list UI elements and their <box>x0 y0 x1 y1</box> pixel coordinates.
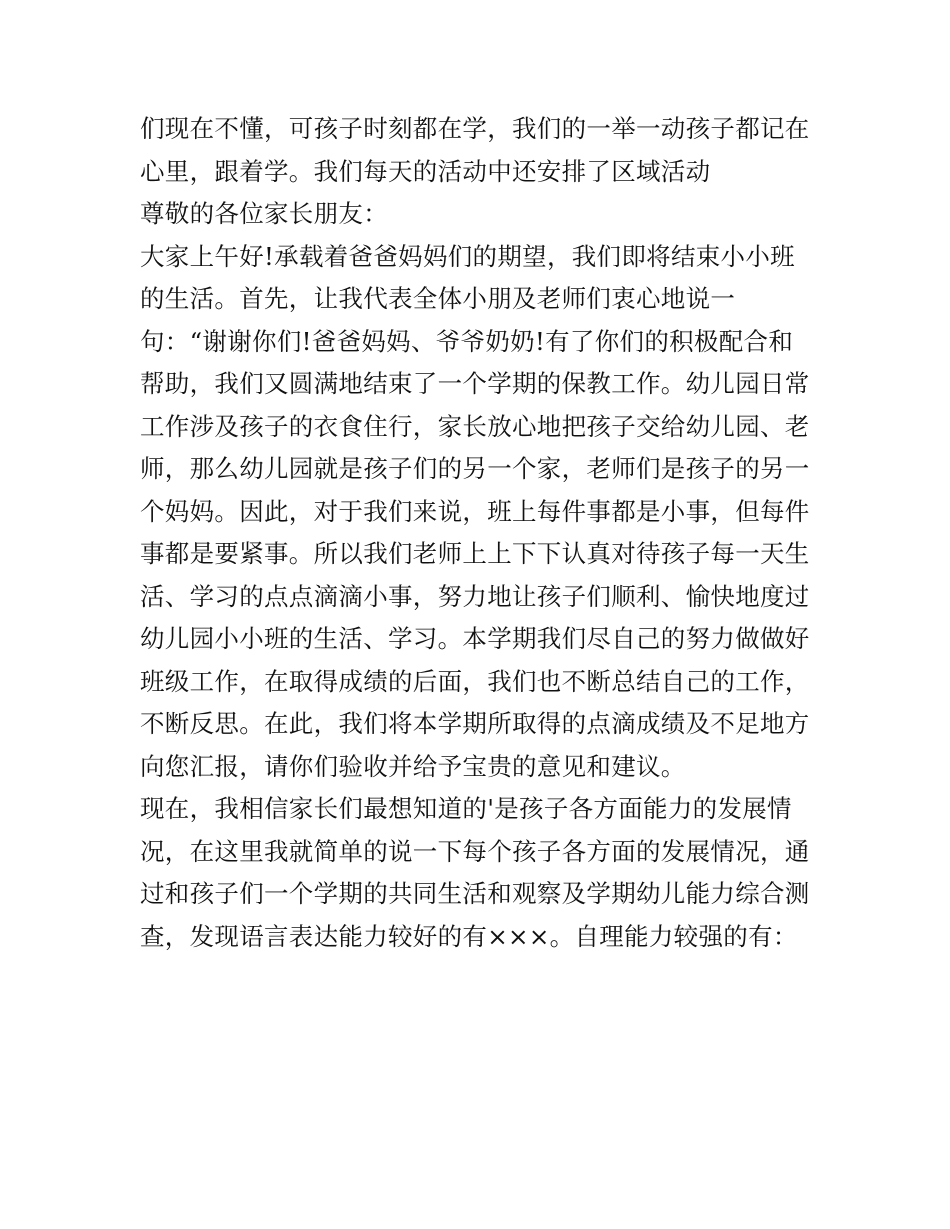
document-body <box>140 108 820 958</box>
text-line: 们现在不懂，可孩子时刻都在学，我们的一举一动孩子都记在 <box>140 114 810 143</box>
text-line: 查，发现语言表达能力较好的有×××。自理能力较强的有： <box>140 921 798 951</box>
text-line: 向您汇报，请你们验收并给予宝贵的意见和建议。 <box>140 751 686 781</box>
text-line: 个妈妈。因此，对于我们来说，班上每件事都是小事，但每件 <box>140 496 810 526</box>
text-line: 尊敬的各位家长朋友： <box>140 199 388 228</box>
text-line: 活、学习的点点滴滴小事，努力地让孩子们顺利、愉快地度过 <box>140 581 810 611</box>
text-line: 事都是要紧事。所以我们老师上上下下认真对待孩子每一天生 <box>140 539 810 568</box>
text-line: 句：“谢谢你们!爸爸妈妈、爷爷奶奶!有了你们的积极配合和 <box>140 326 794 356</box>
text-line: 幼儿园小小班的生活、学习。本学期我们尽自己的努力做做好 <box>140 624 810 653</box>
text-line: 帮助，我们又圆满地结束了一个学期的保教工作。幼儿园日常 <box>140 369 810 398</box>
text-line: 现在，我相信家长们最想知道的'是孩子各方面能力的发展情 <box>140 794 792 823</box>
text-line: 班级工作，在取得成绩的后面，我们也不断总结自己的工作， <box>140 666 810 696</box>
text-line: 过和孩子们一个学期的共同生活和观察及学期幼儿能力综合测 <box>140 879 810 908</box>
text-line: 心里，跟着学。我们每天的活动中还安排了区域活动 <box>140 156 711 186</box>
text-line: 况，在这里我就简单的说一下每个孩子各方面的发展情况，通 <box>140 836 810 866</box>
text-line: 师，那么幼儿园就是孩子们的另一个家，老师们是孩子的另一 <box>140 454 810 483</box>
text-line: 不断反思。在此，我们将本学期所取得的点滴成绩及不足地方 <box>140 709 810 738</box>
text-line: 工作涉及孩子的衣食住行，家长放心地把孩子交给幼儿园、老 <box>140 411 810 441</box>
text-line: 的生活。首先，让我代表全体小朋及老师们衷心地说一 <box>140 284 736 313</box>
text-line: 大家上午好!承载着爸爸妈妈们的期望，我们即将结束小小班 <box>140 241 795 271</box>
